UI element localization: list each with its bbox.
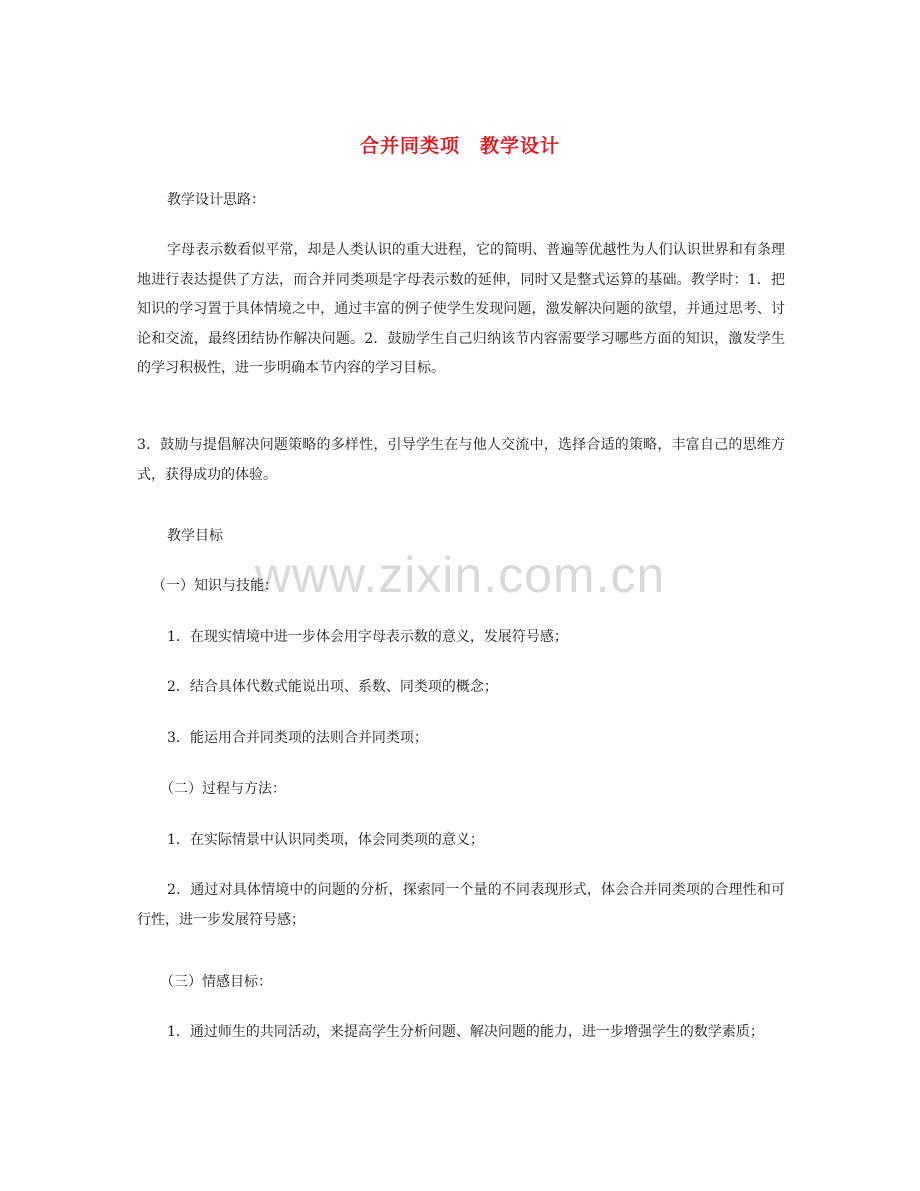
design-heading: 教学设计思路： <box>167 192 265 208</box>
document-title: 合并同类项 教学设计 <box>359 135 560 157</box>
knowledge-item: 1．在现实情境中进一步体会用字母表示数的意义，发展符号感； <box>167 629 568 645</box>
emotion-item: 1．通过师生的共同活动，来提高学生分析问题、解决问题的能力，进一步增强学生的数学素质； <box>167 1024 764 1040</box>
process-heading: （二）过程与方法： <box>160 781 286 797</box>
knowledge-item: 2．结合具体代数式能说出项、系数、同类项的概念； <box>167 679 498 695</box>
knowledge-item: 3．能运用合并同类项的法则合并同类项； <box>167 730 428 746</box>
process-item: 2．通过对具体情境中的问题的分析，探索同一个量的不同表现形式，体会合并同类项的合理性和可行性，进一步发展符号感； <box>137 882 785 928</box>
goals-heading: 教学目标 <box>167 528 223 544</box>
emotion-heading: （三）情感目标： <box>160 974 272 990</box>
knowledge-heading: （一）知识与技能： <box>152 578 278 594</box>
watermark: www.zixin.com.cn <box>254 547 666 603</box>
process-item: 1．在实际情景中认识同类项，体会同类项的意义； <box>167 832 484 848</box>
design-paragraph-1: 字母表示数看似平常，却是人类认识的重大进程，它的简明、普遍等优越性为人们认识世界和有条理地进行表达提供了方法，而合并同类项是字母表示数的延伸，同时又是整式运算的基础。教学时：1．把知识的学习置于具体情境之中，通过丰富的例子使学生发现问题，激发解决问题的欲望，并通过思考、讨论和交流，最终团结协作解决问题。2．鼓励学生自己归纳该节内容需要学习哪些方面的知识，激发学生的学习积极性，进一步明确本节内容的学习目标。 <box>137 242 785 376</box>
design-paragraph-2: 3．鼓励与提倡解决问题策略的多样性，引导学生在与他人交流中，选择合适的策略，丰富自己的思维方式，获得成功的体验。 <box>137 437 785 483</box>
